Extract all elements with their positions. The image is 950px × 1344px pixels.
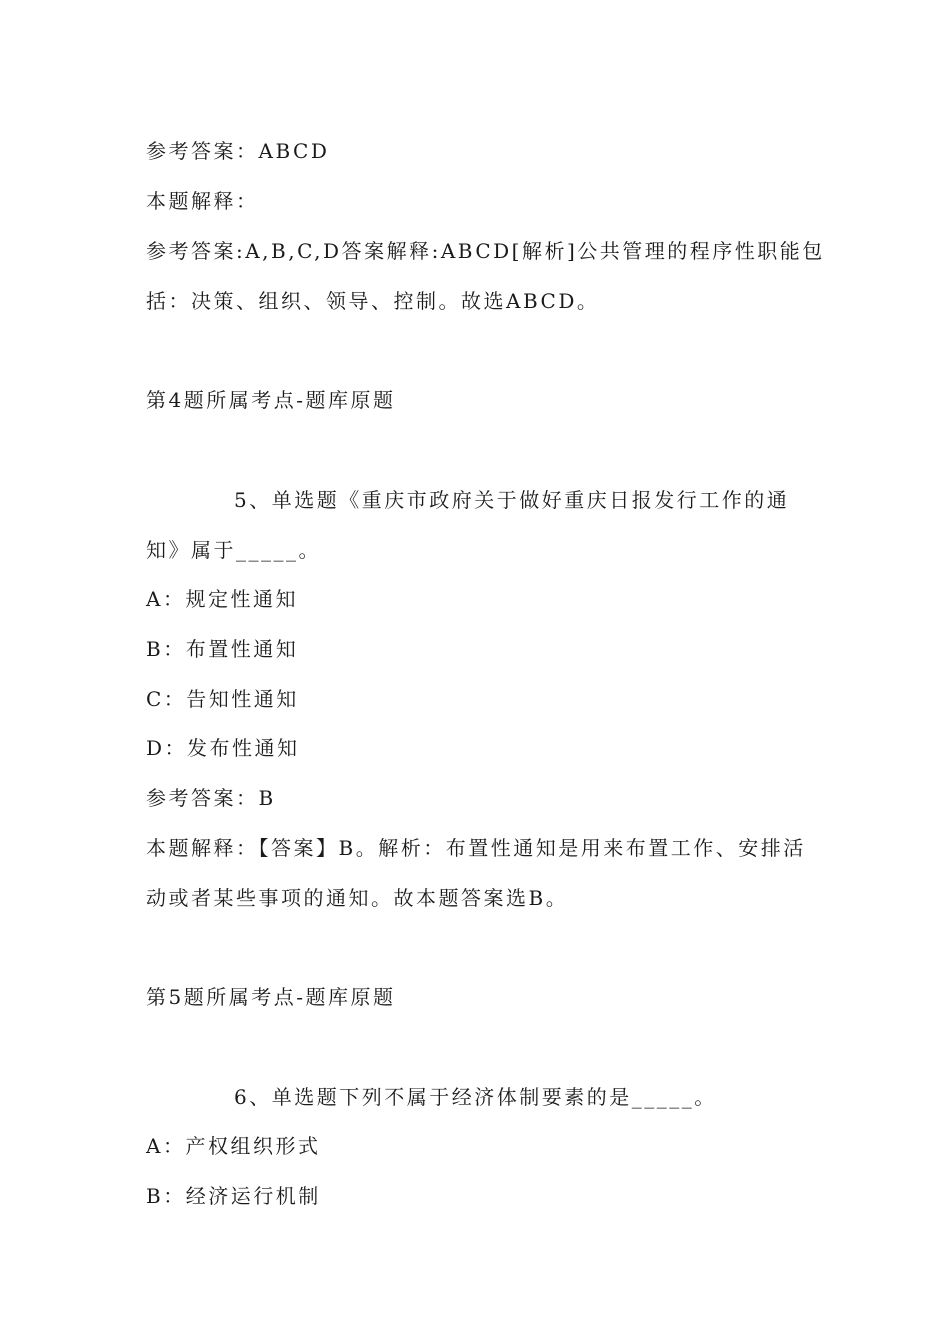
q5-explain-line-2: 动或者某些事项的通知。故本题答案选B。 — [146, 886, 569, 910]
q4-answer: 参考答案：ABCD — [146, 139, 330, 163]
q6-option-a: A：产权组织形式 — [146, 1134, 321, 1158]
q5-option-b: B：布置性通知 — [146, 637, 299, 661]
q4-explain-line-1: 参考答案:A,B,C,D答案解释:ABCD[解析]公共管理的程序性职能包 — [146, 239, 825, 263]
q5-question-line-1: 5、单选题《重庆市政府关于做好重庆日报发行工作的通 — [234, 488, 790, 512]
q6-option-b: B：经济运行机制 — [146, 1184, 321, 1208]
q5-question-line-2: 知》属于_____。 — [146, 538, 321, 562]
q4-explain-label: 本题解释： — [146, 189, 259, 213]
q6-question: 6、单选题下列不属于经济体制要素的是_____。 — [234, 1085, 717, 1109]
q5-option-d: D：发布性通知 — [146, 736, 300, 760]
q5-explain-line-1: 本题解释：【答案】B。解析：布置性通知是用来布置工作、安排活 — [146, 836, 806, 860]
q5-option-c: C：告知性通知 — [146, 687, 299, 711]
q4-source: 第4题所属考点-题库原题 — [146, 388, 396, 412]
q4-explain-line-2: 括：决策、组织、领导、控制。故选ABCD。 — [146, 289, 600, 313]
q5-source: 第5题所属考点-题库原题 — [146, 985, 396, 1009]
q5-option-a: A：规定性通知 — [146, 587, 298, 611]
q5-answer: 参考答案：B — [146, 786, 276, 810]
